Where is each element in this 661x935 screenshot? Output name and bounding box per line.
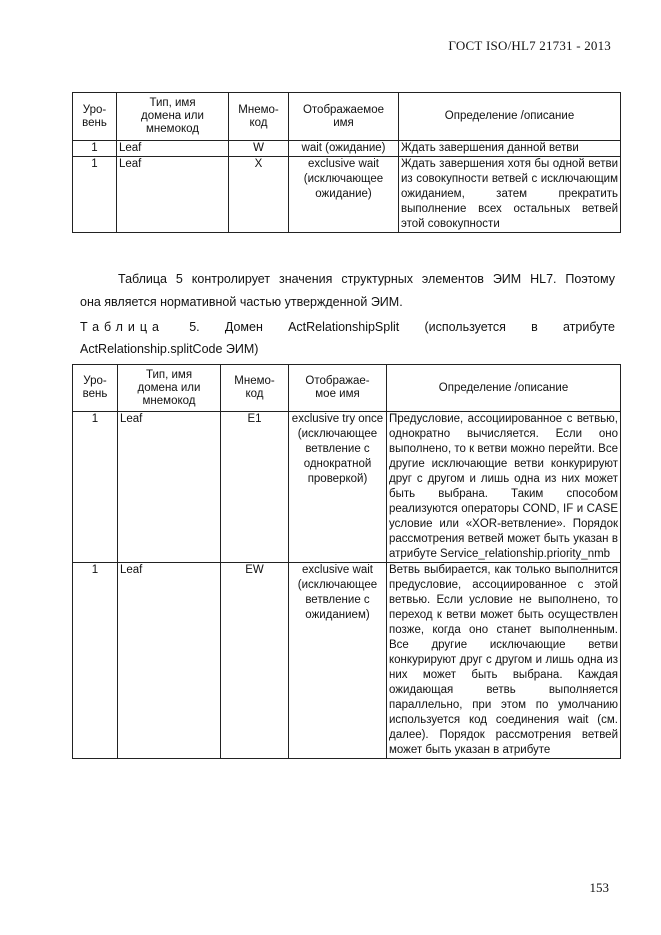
- table-caption: [80, 316, 615, 338]
- cell-level: 1: [73, 141, 117, 157]
- cell-definition: Ждать завершения хотя бы одной ветви из совокупности ветвей с исключающим ожиданием, затем прекратить выполнение всех остальных ветвей этой совокупности: [399, 157, 621, 233]
- table-action-wait: [72, 92, 621, 233]
- table-row: [73, 563, 621, 759]
- column-header-mnemonic: Мнемо- код: [229, 93, 289, 141]
- column-header-display-name: Отображае- мое имя: [289, 365, 387, 412]
- cell-display-name: exclusive try once (исключающее ветвление с однократной проверкой): [289, 412, 387, 563]
- caption-title: 5. Домен ActRelationshipSplit (используется в атрибуте: [189, 320, 615, 334]
- cell-domain: Leaf: [117, 157, 229, 233]
- table-row: [73, 157, 621, 233]
- page-number: 153: [589, 880, 609, 895]
- cell-display-name: exclusive wait (исключающее ожидание): [289, 157, 399, 233]
- column-header-definition: Определение /описание: [387, 365, 621, 412]
- cell-mnemonic: E1: [221, 412, 289, 563]
- cell-domain: Leaf: [118, 563, 221, 759]
- column-header-domain: Тип, имя домена или мнемокод: [118, 365, 221, 412]
- paragraph-line: она является нормативной частью утвержденной ЭИМ.: [80, 295, 403, 309]
- paragraph-line: Таблица 5 контролирует значения структурных элементов ЭИМ HL7. Поэтому: [118, 272, 615, 286]
- document-header: ГОСТ ISO/HL7 21731 - 2013: [448, 38, 611, 53]
- column-header-definition: Определение /описание: [399, 93, 621, 141]
- cell-definition: Предусловие, ассоциированное с ветвью, однократно вычисляется. Если оно выполнено, то к ветви можно перейти. Все другие исключающие ветви конкурируют друг с другом и лишь одна из них может быть выбрана. Таким способом реализуются операторы COND, IF и CASE условие или «XOR-ветвление». Порядок рассмотрения ветвей может быть указан в атрибуте Service_relationship.priority_nmb: [387, 412, 621, 563]
- cell-mnemonic: EW: [221, 563, 289, 759]
- table-header-row: [73, 365, 621, 412]
- table-caption-continued: ActRelationship.splitCode ЭИМ): [80, 342, 259, 356]
- cell-definition: Ждать завершения данной ветви: [399, 141, 621, 157]
- cell-mnemonic: X: [229, 157, 289, 233]
- column-header-level: Уро- вень: [73, 365, 118, 412]
- cell-display-name: wait (ожидание): [289, 141, 399, 157]
- caption-label: Таблица: [80, 320, 165, 334]
- cell-level: 1: [73, 157, 117, 233]
- cell-display-name: exclusive wait (исключающее ветвление с ожиданием): [289, 563, 387, 759]
- cell-level: 1: [73, 563, 118, 759]
- column-header-level: Уро- вень: [73, 93, 117, 141]
- cell-mnemonic: W: [229, 141, 289, 157]
- table-header-row: [73, 93, 621, 141]
- column-header-mnemonic: Мнемо- код: [221, 365, 289, 412]
- column-header-display-name: Отображаемое имя: [289, 93, 399, 141]
- cell-domain: Leaf: [118, 412, 221, 563]
- table-actrelationshipsplit: [72, 364, 621, 759]
- table-row: [73, 141, 621, 157]
- table-row: [73, 412, 621, 563]
- cell-definition: Ветвь выбирается, как только выполнится предусловие, ассоциированное с этой ветвью. Если условие не выполнено, то переход к ветви может быть осуществлен позже, когда оно станет выполненным. Все другие исключающие ветви конкурируют друг с другом и лишь одна из них может быть выбрана. Каждая ожидающая ветвь выполняется параллельно, при этом по умолчанию используется код соединения wait (см. далее). Порядок рассмотрения ветвей может быть указан в атрибуте: [387, 563, 621, 759]
- cell-domain: Leaf: [117, 141, 229, 157]
- column-header-domain: Тип, имя домена или мнемокод: [117, 93, 229, 141]
- cell-level: 1: [73, 412, 118, 563]
